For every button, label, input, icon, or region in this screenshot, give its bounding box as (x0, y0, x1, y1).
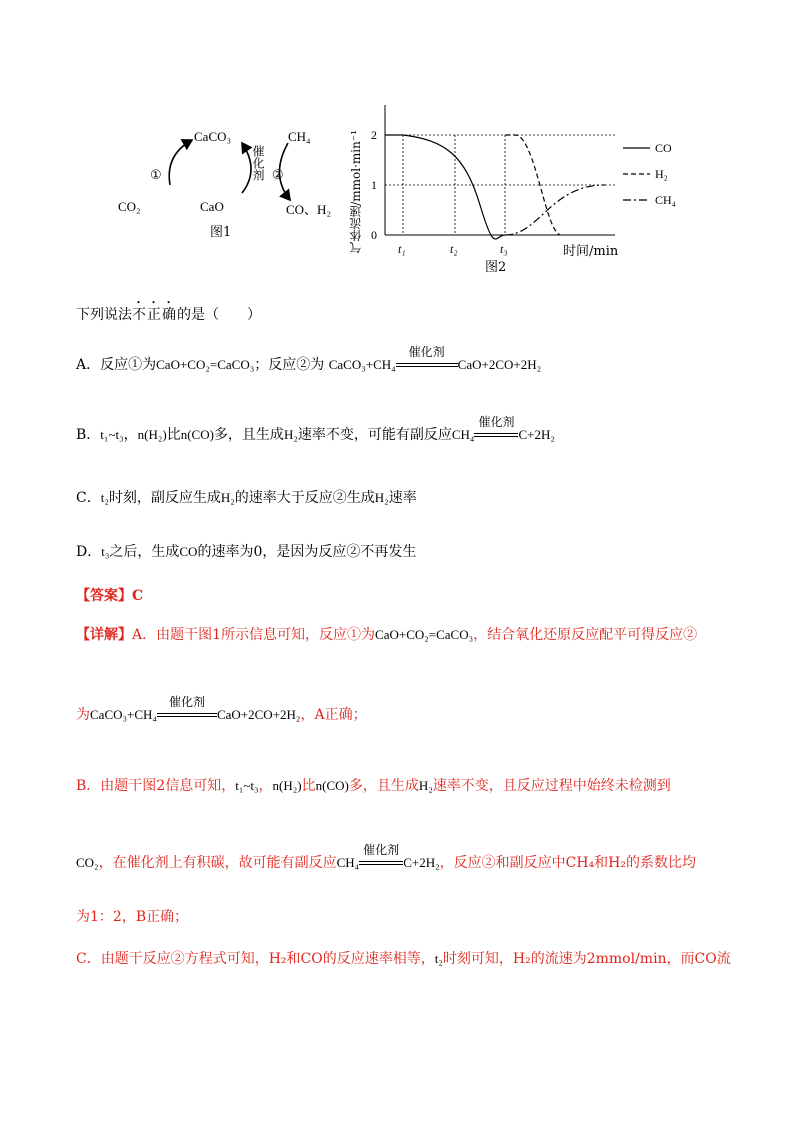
legend-label: CH₄ (655, 193, 676, 207)
series-ch4-line (505, 185, 605, 235)
figure-2-chart (345, 90, 690, 275)
x-tick-label: t₂ (450, 242, 458, 256)
fig2-ylabel: 气体流速/mmol·min⁻¹ (349, 130, 363, 254)
answer-label: 【答案】C (76, 588, 144, 604)
option-a-mid: ；反应②为 (254, 357, 325, 373)
y-tick-label: 1 (371, 178, 377, 192)
stem-pre: 下列说法 (76, 307, 132, 323)
catalyst-arrow: 催化剂 (396, 357, 458, 373)
explain-line-4: CO₂，在催化剂上有积碳，故可能有副反应CH₄ 催化剂 C+2H₂，反应②和副反应中CH₄和H₂的系数比均 (76, 843, 696, 871)
question-stem (76, 299, 261, 324)
fig1-r1: ① (150, 167, 162, 182)
x-tick-label: t₁ (398, 242, 406, 256)
y-tick-label: 0 (371, 228, 377, 242)
stem-emph: 不正确 (132, 307, 177, 323)
x-tick-label: t₃ (500, 242, 508, 256)
fig1-r2: ② (272, 167, 284, 182)
option-b: B．t₁~t₃，n(H₂)比n(CO)多，且生成H₂速率不变，可能有副反应CH₄ 催化剂 C+2H₂ (76, 415, 555, 443)
legend-label: CO (655, 141, 672, 155)
fig1-ch4: CH₄ (288, 129, 311, 144)
option-d: D．t₃之后，生成CO的速率为0，是因为反应②不再发生 (76, 544, 417, 560)
option-c: C．t₂时刻，副反应生成H₂的速率大于反应②生成H₂速率 (76, 490, 417, 506)
fig1-cao: CaO (200, 199, 224, 214)
option-a-label: A．反应①为 (76, 357, 157, 373)
explain-line-2: 为CaCO₃+CH₄ 催化剂 CaO+2CO+2H₂，A正确； (76, 695, 367, 723)
option-a (76, 345, 542, 374)
legend-label: H₂ (655, 167, 668, 181)
stem-post: 的是（ ） (177, 307, 261, 323)
figure-2 (345, 90, 690, 275)
explain-line-1: 【详解】A．由题干图1所示信息可知，反应①为CaO+CO₂=CaCO₃，结合氧化还原反应配平可得反应② (76, 627, 698, 643)
figure-1 (110, 115, 340, 245)
explain-line-3: B．由题干图2信息可知，t₁~t₃，n(H₂)比n(CO)多，且生成H₂速率不变，且反应过程中始终未检测到 (76, 778, 671, 794)
fig1-products: CO、H₂ (286, 202, 331, 217)
explain-line-6: C．由题干反应②方程式可知，H₂和CO的反应速率相等，t₂时刻可知，H₂的流速为2mmol/min，而CO流 (76, 951, 731, 967)
option-a-eq2-right: CaO+2CO+2H₂ (457, 357, 542, 372)
explain-line-5: 为1：2，B正确； (76, 909, 189, 925)
y-tick-label: 2 (371, 128, 377, 142)
option-a-eq2-left: CaCO₃+CH₄ (328, 357, 396, 372)
fig1-catalyst: 催化剂 (251, 145, 265, 181)
option-a-eq1: CaO+CO₂=CaCO₃ (156, 357, 255, 372)
fig1-caption: 图1 (210, 225, 232, 240)
arrow-co2-to-caco3 (169, 140, 192, 185)
fig2-xlabel: 时间/min (563, 244, 619, 259)
fig1-caco3: CaCO₃ (194, 129, 232, 144)
fig1-co2: CO₂ (118, 199, 141, 214)
fig2-caption: 图2 (485, 260, 507, 275)
arrow-caco3-to-cao (184, 145, 202, 195)
